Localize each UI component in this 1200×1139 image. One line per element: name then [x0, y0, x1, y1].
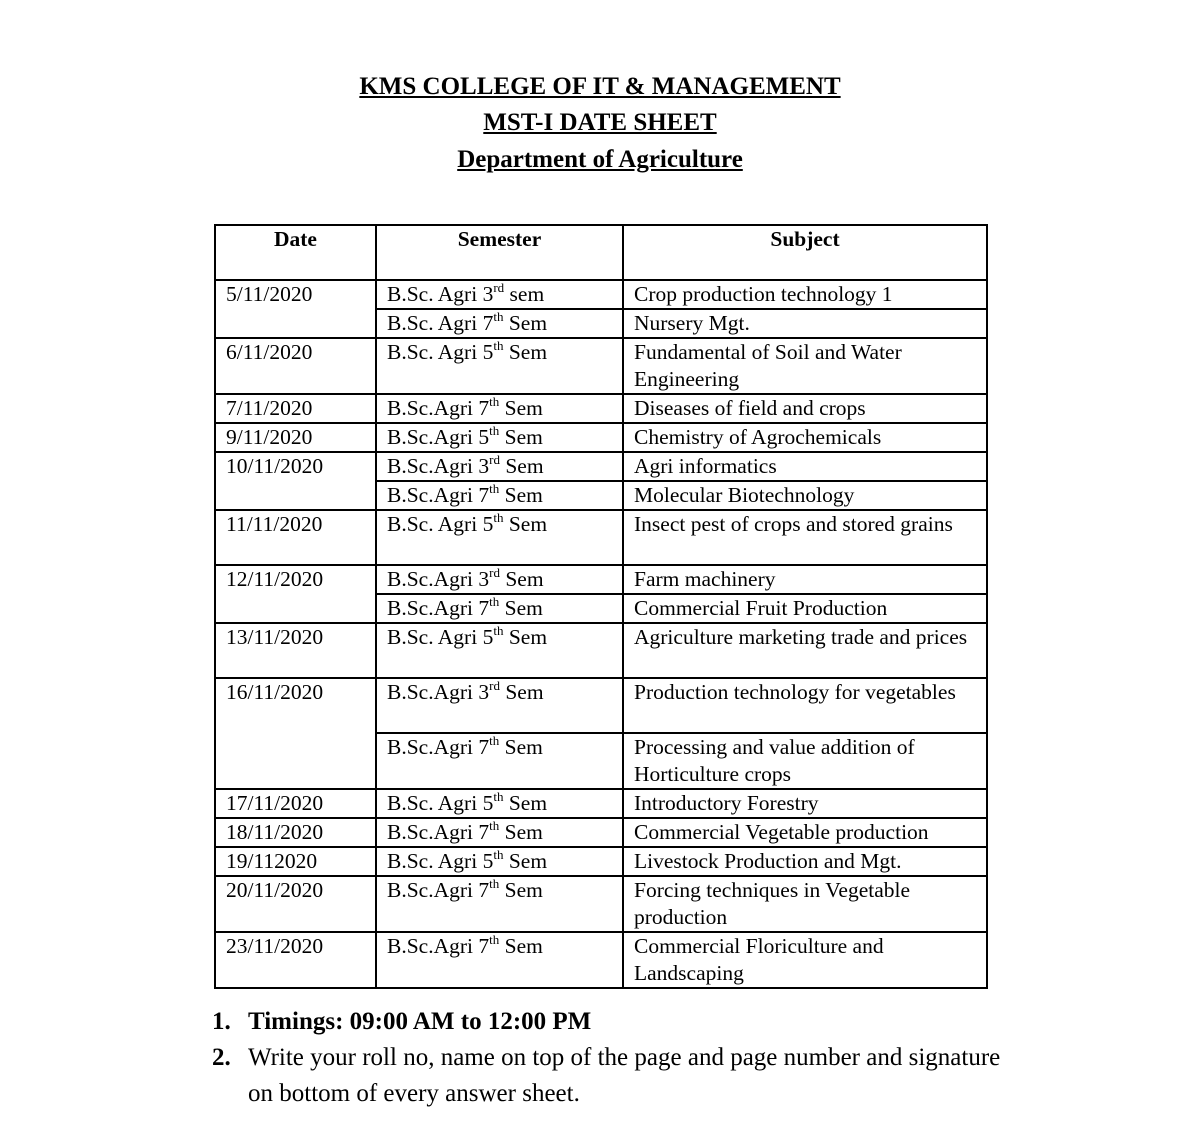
- semester-cell: B.Sc. Agri 7th Sem: [376, 309, 623, 338]
- date-cell: 10/11/2020: [215, 452, 376, 510]
- subject-cell: Commercial Fruit Production: [623, 594, 987, 623]
- subject-cell: Forcing techniques in Vegetable production: [623, 876, 987, 932]
- subject-cell: Commercial Floriculture and Landscaping: [623, 932, 987, 988]
- subject-cell: Agriculture marketing trade and prices: [623, 623, 987, 678]
- instruction-item: [212, 1004, 1012, 1040]
- table-row: [215, 847, 987, 876]
- semester-cell: B.Sc.Agri 7th Sem: [376, 481, 623, 510]
- instruction-number: 2.: [212, 1044, 231, 1071]
- table-row: [215, 789, 987, 818]
- instruction-number: 1.: [212, 1008, 231, 1035]
- instruction-item: [212, 1040, 1012, 1112]
- date-cell: 16/11/2020: [215, 678, 376, 789]
- semester-cell: B.Sc.Agri 7th Sem: [376, 818, 623, 847]
- semester-cell: B.Sc.Agri 7th Sem: [376, 594, 623, 623]
- date-cell: 9/11/2020: [215, 423, 376, 452]
- subject-cell: Introductory Forestry: [623, 789, 987, 818]
- table-row: [215, 280, 987, 309]
- semester-cell: B.Sc.Agri 7th Sem: [376, 932, 623, 988]
- subject-cell: Livestock Production and Mgt.: [623, 847, 987, 876]
- subject-cell: Commercial Vegetable production: [623, 818, 987, 847]
- date-cell: 17/11/2020: [215, 789, 376, 818]
- subject-cell: Diseases of field and crops: [623, 394, 987, 423]
- semester-cell: B.Sc. Agri 5th Sem: [376, 510, 623, 565]
- semester-cell: B.Sc. Agri 5th Sem: [376, 623, 623, 678]
- subject-cell: Farm machinery: [623, 565, 987, 594]
- date-sheet-table: [214, 224, 988, 989]
- timings-text: Timings: 09:00 AM to 12:00 PM: [248, 1008, 592, 1035]
- table-row: [215, 565, 987, 594]
- semester-cell: B.Sc.Agri 7th Sem: [376, 733, 623, 789]
- subject-cell: Agri informatics: [623, 452, 987, 481]
- date-cell: 20/11/2020: [215, 876, 376, 932]
- semester-cell: B.Sc.Agri 3rd Sem: [376, 452, 623, 481]
- date-cell: 7/11/2020: [215, 394, 376, 423]
- date-sheet-title: MST-I DATE SHEET: [483, 109, 717, 136]
- date-cell: 12/11/2020: [215, 565, 376, 623]
- semester-cell: B.Sc. Agri 5th Sem: [376, 847, 623, 876]
- subject-cell: Molecular Biotechnology: [623, 481, 987, 510]
- table-header-row: [215, 225, 987, 280]
- table-row: [215, 338, 987, 394]
- semester-cell: B.Sc.Agri 3rd Sem: [376, 678, 623, 733]
- date-cell: 5/11/2020: [215, 280, 376, 338]
- date-cell: 23/11/2020: [215, 932, 376, 988]
- table-row: [215, 932, 987, 988]
- department-title: Department of Agriculture: [457, 146, 743, 173]
- subject-cell: Production technology for vegetables: [623, 678, 987, 733]
- date-cell: 11/11/2020: [215, 510, 376, 565]
- subject-cell: Nursery Mgt.: [623, 309, 987, 338]
- subject-cell: Fundamental of Soil and Water Engineering: [623, 338, 987, 394]
- table-row: [215, 394, 987, 423]
- instruction-text: Write your roll no, name on top of the page and page number and signature on bottom of every answer sheet.: [248, 1044, 1001, 1107]
- date-cell: 18/11/2020: [215, 818, 376, 847]
- date-cell: 13/11/2020: [215, 623, 376, 678]
- semester-cell: B.Sc.Agri 3rd Sem: [376, 565, 623, 594]
- column-header-date: Date: [215, 225, 376, 280]
- date-cell: 6/11/2020: [215, 338, 376, 394]
- table-row: [215, 623, 987, 678]
- semester-cell: B.Sc.Agri 7th Sem: [376, 876, 623, 932]
- subject-cell: Chemistry of Agrochemicals: [623, 423, 987, 452]
- column-header-semester: Semester: [376, 225, 623, 280]
- date-cell: 19/112020: [215, 847, 376, 876]
- table-row: [215, 876, 987, 932]
- semester-cell: B.Sc. Agri 5th Sem: [376, 789, 623, 818]
- subject-cell: Insect pest of crops and stored grains: [623, 510, 987, 565]
- column-header-subject: Subject: [623, 225, 987, 280]
- table-row: [215, 452, 987, 481]
- subject-cell: Crop production technology 1: [623, 280, 987, 309]
- college-title: KMS COLLEGE OF IT & MANAGEMENT: [359, 73, 841, 100]
- instructions-list: [212, 1004, 1012, 1112]
- semester-cell: B.Sc.Agri 5th Sem: [376, 423, 623, 452]
- table-row: [215, 818, 987, 847]
- table-row: [215, 423, 987, 452]
- table-row: [215, 678, 987, 733]
- semester-cell: B.Sc. Agri 3rd sem: [376, 280, 623, 309]
- semester-cell: B.Sc. Agri 5th Sem: [376, 338, 623, 394]
- table-row: [215, 510, 987, 565]
- subject-cell: Processing and value addition of Horticulture crops: [623, 733, 987, 789]
- semester-cell: B.Sc.Agri 7th Sem: [376, 394, 623, 423]
